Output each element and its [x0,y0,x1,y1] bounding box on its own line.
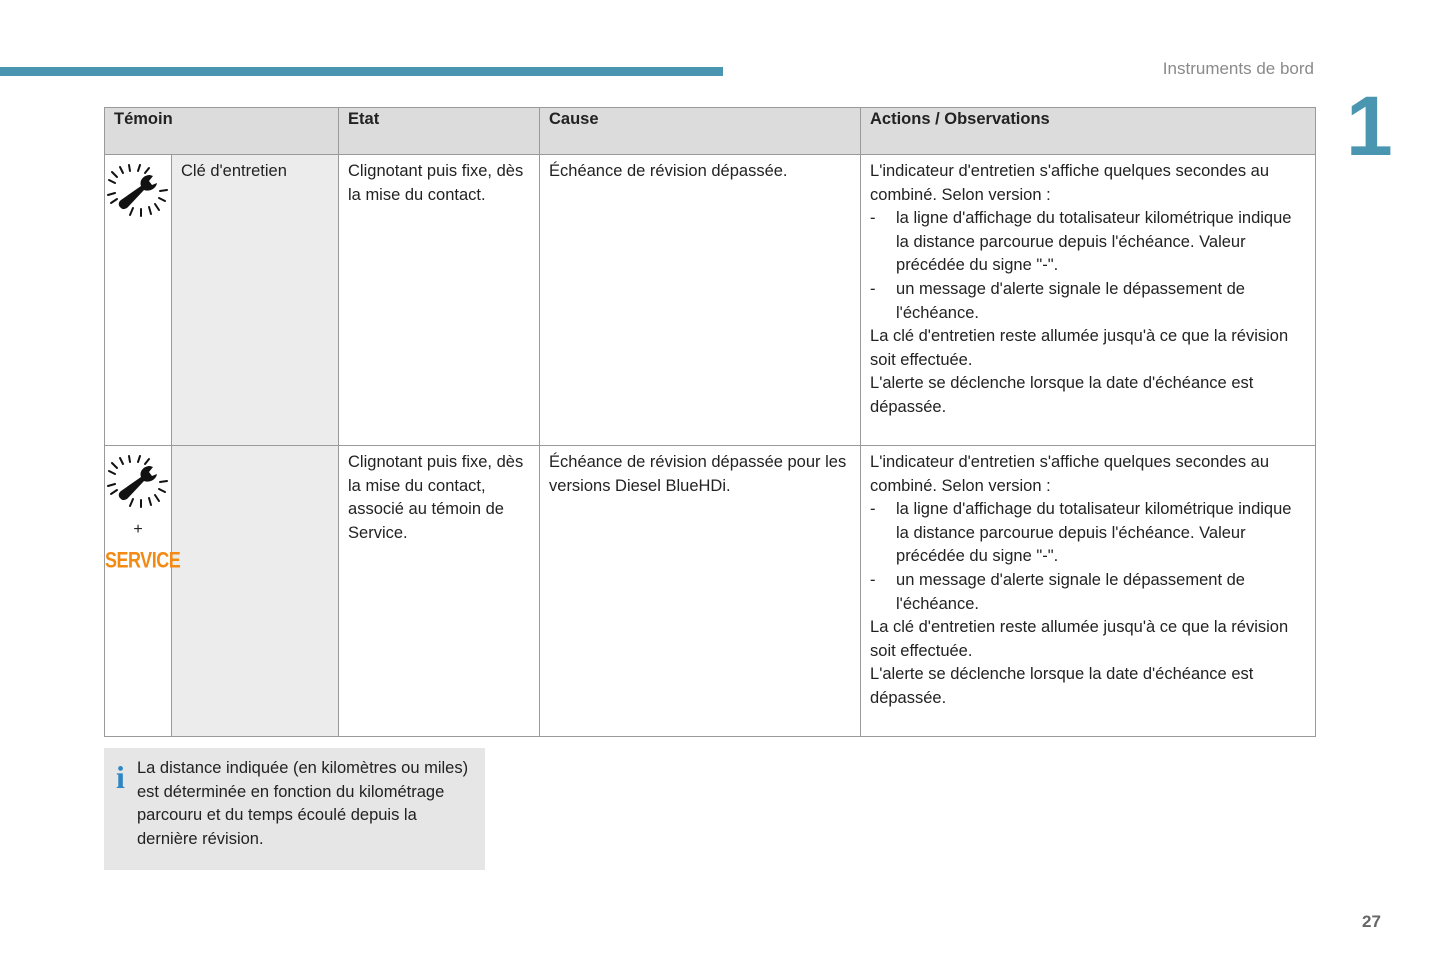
list-item: - la ligne d'affichage du totalisateur kilométrique indique la distance parcourue depuis l'échéance. Valeur précédée du signe "-". [870,498,1306,569]
actions-outro: L'alerte se déclenche lorsque la date d'échéance est dépassée. [870,665,1254,707]
actions-outro: L'alerte se déclenche lorsque la date d'échéance est dépassée. [870,374,1254,416]
wrench-icon [107,163,169,221]
column-header-cause: Cause [540,108,861,155]
page-number: 27 [1362,912,1381,931]
warning-lights-table [104,107,1316,737]
warning-name: Clé d'entretien [172,155,339,446]
state-cell: Clignotant puis fixe, dès la mise du contact, associé au témoin de Service. [339,446,540,737]
table-header-row [105,108,1316,155]
cause-cell: Échéance de révision dépassée. [540,155,861,446]
warning-icon-cell [105,446,181,737]
actions-cell [861,155,1316,446]
header-accent-bar [0,67,723,76]
actions-outro: La clé d'entretien reste allumée jusqu'à ce que la révision soit effectuée. [870,327,1289,369]
info-note [104,748,485,870]
wrench-icon [107,454,169,512]
actions-intro: L'indicateur d'entretien s'affiche quelques secondes au combiné. Selon version : [870,162,1270,204]
info-icon: i [116,759,125,795]
column-header-etat: Etat [339,108,540,155]
actions-intro: L'indicateur d'entretien s'affiche quelques secondes au combiné. Selon version : [870,453,1270,495]
chapter-number: 1 [1346,79,1393,173]
actions-list [870,207,1306,325]
warning-name [172,446,339,737]
plus-sign: + [133,520,143,538]
actions-cell [861,446,1316,737]
list-item: - un message d'alerte signale le dépassement de l'échéance. [870,278,1306,325]
list-item: - un message d'alerte signale le dépassement de l'échéance. [870,569,1306,616]
warning-icon-cell [105,155,172,446]
service-icon: SERVICE [105,546,181,572]
state-cell: Clignotant puis fixe, dès la mise du contact. [339,155,540,446]
list-item: - la ligne d'affichage du totalisateur kilométrique indique la distance parcourue depuis l'échéance. Valeur précédée du signe "-". [870,207,1306,278]
column-header-temoin: Témoin [105,108,339,155]
actions-list [870,498,1306,616]
info-text: La distance indiquée (en kilomètres ou miles) est déterminée en fonction du kilométrage parcouru et du temps écoulé depuis la dernière révision. [137,759,469,848]
cause-cell: Échéance de révision dépassée pour les versions Diesel BlueHDi. [540,446,861,737]
actions-outro: La clé d'entretien reste allumée jusqu'à ce que la révision soit effectuée. [870,618,1289,660]
table-row [105,155,1316,446]
section-title: Instruments de bord [1162,59,1314,78]
table-row [105,446,1316,737]
column-header-actions: Actions / Observations [861,108,1316,155]
